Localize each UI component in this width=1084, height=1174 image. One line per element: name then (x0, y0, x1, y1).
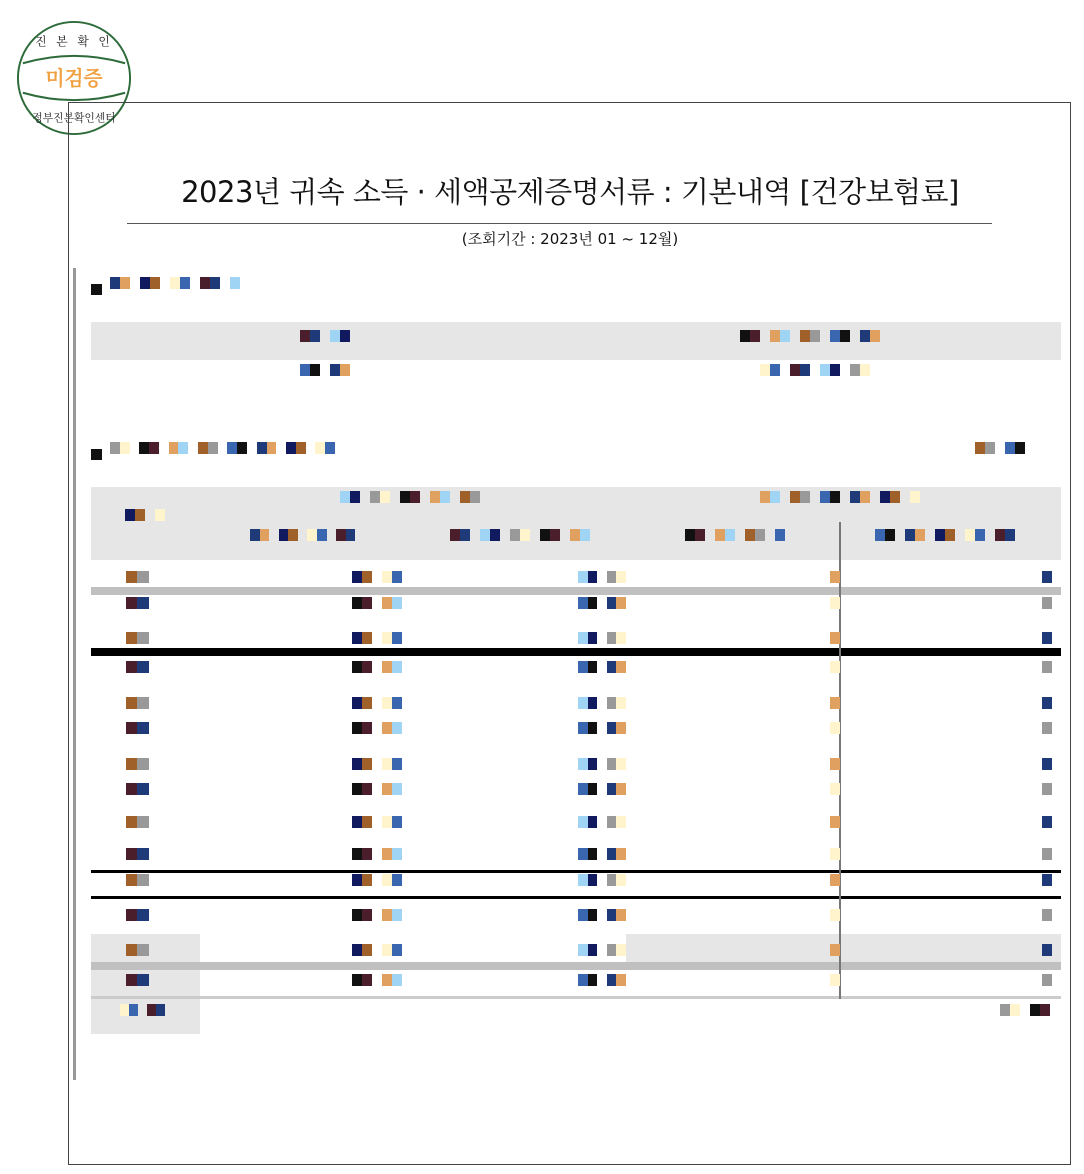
obscured-text (352, 758, 412, 770)
summary-gray-cell (626, 934, 1061, 962)
obscured-text (1042, 944, 1052, 956)
obscured-text (578, 816, 626, 828)
obscured-text (352, 848, 412, 860)
obscured-text (578, 848, 626, 860)
row-divider (91, 962, 1061, 970)
obscured-text (1000, 1004, 1050, 1016)
obscured-text (578, 783, 626, 795)
obscured-text (352, 632, 412, 644)
obscured-text (578, 571, 626, 583)
obscured-text (830, 783, 840, 795)
obscured-text (250, 529, 365, 541)
obscured-text (578, 661, 626, 673)
obscured-text (1042, 597, 1052, 609)
section-marker (91, 449, 102, 460)
obscured-text (830, 758, 840, 770)
row-divider (91, 587, 1061, 595)
obscured-text (975, 442, 1035, 454)
obscured-text (578, 632, 626, 644)
info-table-header (91, 322, 1061, 360)
row-divider (91, 870, 1061, 873)
obscured-text (126, 632, 160, 644)
obscured-text (125, 509, 165, 521)
obscured-text (352, 783, 412, 795)
obscured-text (1042, 758, 1052, 770)
obscured-text (1042, 816, 1052, 828)
obscured-text (450, 529, 590, 541)
obscured-text (830, 909, 840, 921)
obscured-text (126, 944, 160, 956)
obscured-text (760, 491, 920, 503)
obscured-text (685, 529, 785, 541)
obscured-text (1042, 697, 1052, 709)
document-frame (68, 102, 1071, 1165)
obscured-text (352, 661, 412, 673)
obscured-text (352, 974, 412, 986)
obscured-text (830, 974, 840, 986)
obscured-text (830, 571, 840, 583)
obscured-text (126, 597, 160, 609)
obscured-text (126, 661, 160, 673)
title-divider (127, 223, 992, 224)
obscured-text (300, 330, 360, 342)
obscured-text (1042, 661, 1052, 673)
obscured-text (830, 874, 840, 886)
obscured-text (1042, 874, 1052, 886)
query-period: (조회기간 : 2023년 01 ~ 12월) (461, 230, 679, 248)
obscured-text (126, 874, 160, 886)
obscured-text (1042, 722, 1052, 734)
obscured-text (126, 848, 160, 860)
obscured-text (120, 1004, 165, 1016)
obscured-text (126, 909, 160, 921)
obscured-text (352, 944, 412, 956)
obscured-text (830, 944, 840, 956)
document-title: 2023년 귀속 소득 · 세액공제증명서류 : 기본내역 [건강보험료] (181, 175, 959, 209)
row-divider (91, 896, 1061, 899)
obscured-text (1042, 632, 1052, 644)
obscured-text (830, 848, 840, 860)
obscured-text (126, 697, 160, 709)
obscured-text (740, 330, 890, 342)
obscured-text (126, 974, 160, 986)
obscured-text (126, 571, 160, 583)
obscured-text (578, 874, 626, 886)
obscured-text (1042, 571, 1052, 583)
obscured-text (340, 491, 490, 503)
obscured-text (352, 697, 412, 709)
obscured-text (352, 597, 412, 609)
obscured-text (578, 974, 626, 986)
obscured-text (126, 816, 160, 828)
obscured-text (352, 816, 412, 828)
obscured-text (830, 661, 840, 673)
obscured-text (760, 364, 880, 376)
left-margin-bar (73, 268, 76, 1080)
obscured-text (1042, 783, 1052, 795)
obscured-text (578, 909, 626, 921)
obscured-text (110, 442, 345, 454)
row-divider (91, 648, 1061, 656)
obscured-text (126, 783, 160, 795)
obscured-text (352, 874, 412, 886)
obscured-text (1042, 974, 1052, 986)
obscured-text (578, 597, 626, 609)
obscured-text (352, 909, 412, 921)
obscured-text (110, 277, 240, 289)
row-divider (91, 996, 1061, 999)
obscured-text (830, 597, 840, 609)
obscured-text (126, 722, 160, 734)
obscured-text (300, 364, 360, 376)
obscured-text (830, 697, 840, 709)
obscured-text (830, 816, 840, 828)
obscured-text (830, 722, 840, 734)
obscured-text (830, 632, 840, 644)
obscured-text (578, 697, 626, 709)
section-marker (91, 284, 102, 295)
obscured-text (578, 758, 626, 770)
obscured-text (875, 529, 1025, 541)
obscured-text (352, 571, 412, 583)
obscured-text (1042, 909, 1052, 921)
stamp-bottom-text: 정부진본확인센터 (32, 111, 116, 125)
obscured-text (578, 722, 626, 734)
stamp-center-text: 미검증 (45, 66, 103, 90)
stamp-top-text: 진 본 확 인 (35, 34, 113, 49)
obscured-text (126, 758, 160, 770)
obscured-text (1042, 848, 1052, 860)
obscured-text (578, 944, 626, 956)
obscured-text (352, 722, 412, 734)
